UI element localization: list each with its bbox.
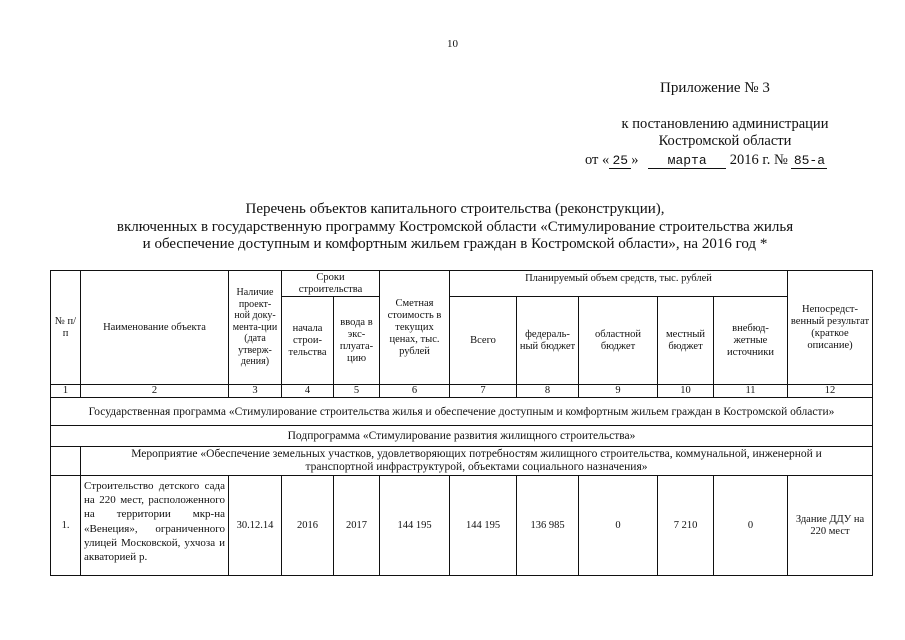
row-object-name: Строительство детского сада на 220 мест, расположенного на территории мкр-на «Венеция», ограниченного улицей Московской, ухчоза и акваторией р. [81,476,229,576]
objects-table [50,270,873,576]
header-terms: Сроки строительства [282,271,380,297]
row-result: Здание ДДУ на 220 мест [788,476,873,576]
header-total: Всего [450,297,517,385]
decree-line-2: Костромской области [658,133,792,149]
column-number: 4 [282,385,334,398]
row-commission: 2017 [334,476,380,576]
decree-line-1: к постановлению администрации [621,116,829,132]
row-docs-date: 30.12.14 [229,476,282,576]
decree-mid: » [631,152,639,168]
row-federal: 136 985 [517,476,579,576]
title-line-2: включенных в государственную программу Костромской области «Стимулирование строительства жилья [116,218,794,235]
appendix-title: Приложение № 3 [660,80,770,96]
decree-date-line [585,152,827,169]
header-planned: Планируемый объем средств, тыс. рублей [450,271,788,297]
subprogram-title: Подпрограмма «Стимулирование развития жилищного строительства» [51,426,873,447]
table-row [51,476,873,576]
column-number: 10 [658,385,714,398]
header-regional: областной бюджет [579,297,658,385]
column-number: 2 [81,385,229,398]
decree-year: 2016 г. № [729,152,788,168]
column-number: 1 [51,385,81,398]
row-start: 2016 [282,476,334,576]
measure-num-cell [51,447,81,476]
header-cost: Сметная стоимость в текущих ценах, тыс. рублей [380,271,450,385]
header-result: Непосредст-венный результат (краткое описание) [788,271,873,385]
column-numbers-row [51,385,873,398]
row-local: 7 210 [658,476,714,576]
title-line-1: Перечень объектов капитального строительства (реконструкции), [245,201,665,217]
row-total: 144 195 [450,476,517,576]
column-number: 7 [450,385,517,398]
header-offbudget: внебюд-жетные источники [714,297,788,385]
row-regional: 0 [579,476,658,576]
decree-day: 25 [609,153,631,169]
measure-title: Мероприятие «Обеспечение земельных участков, удовлетворяющих потребностям жилищного строительства, коммунальной, инженерной и транспортной инфраструктурой, объектами социального назначения» [81,447,873,476]
column-number: 12 [788,385,873,398]
header-row-1 [51,271,873,297]
page-number: 10 [447,38,458,50]
column-number: 11 [714,385,788,398]
decree-prefix: от « [585,152,610,168]
header-federal: федераль-ный бюджет [517,297,579,385]
header-docs: Наличие проект-ной доку-мента-ции (дата утверж-дения) [229,271,282,385]
row-offbudget: 0 [714,476,788,576]
header-start: начала строи-тельства [282,297,334,385]
program-row [51,398,873,426]
column-number: 3 [229,385,282,398]
subprogram-row [51,426,873,447]
column-number: 6 [380,385,450,398]
title-line-3: и обеспечение доступным и комфортным жильем граждан в Костромской области», на 2016 год * [142,236,768,252]
decree-month: марта [648,153,726,169]
decree-header [560,116,890,150]
header-local: местный бюджет [658,297,714,385]
header-num: № п/п [51,271,81,385]
column-number: 8 [517,385,579,398]
decree-number: 85-а [791,153,827,169]
header-commission: ввода в экс-плуата-цию [334,297,380,385]
column-number: 5 [334,385,380,398]
row-num: 1. [51,476,81,576]
column-number: 9 [579,385,658,398]
document-title [60,201,850,254]
row-cost: 144 195 [380,476,450,576]
header-name: Наименование объекта [81,271,229,385]
program-title: Государственная программа «Стимулирование строительства жилья и обеспечение доступным и комфортным жильем граждан в Костромской области» [51,398,873,426]
measure-row [51,447,873,476]
